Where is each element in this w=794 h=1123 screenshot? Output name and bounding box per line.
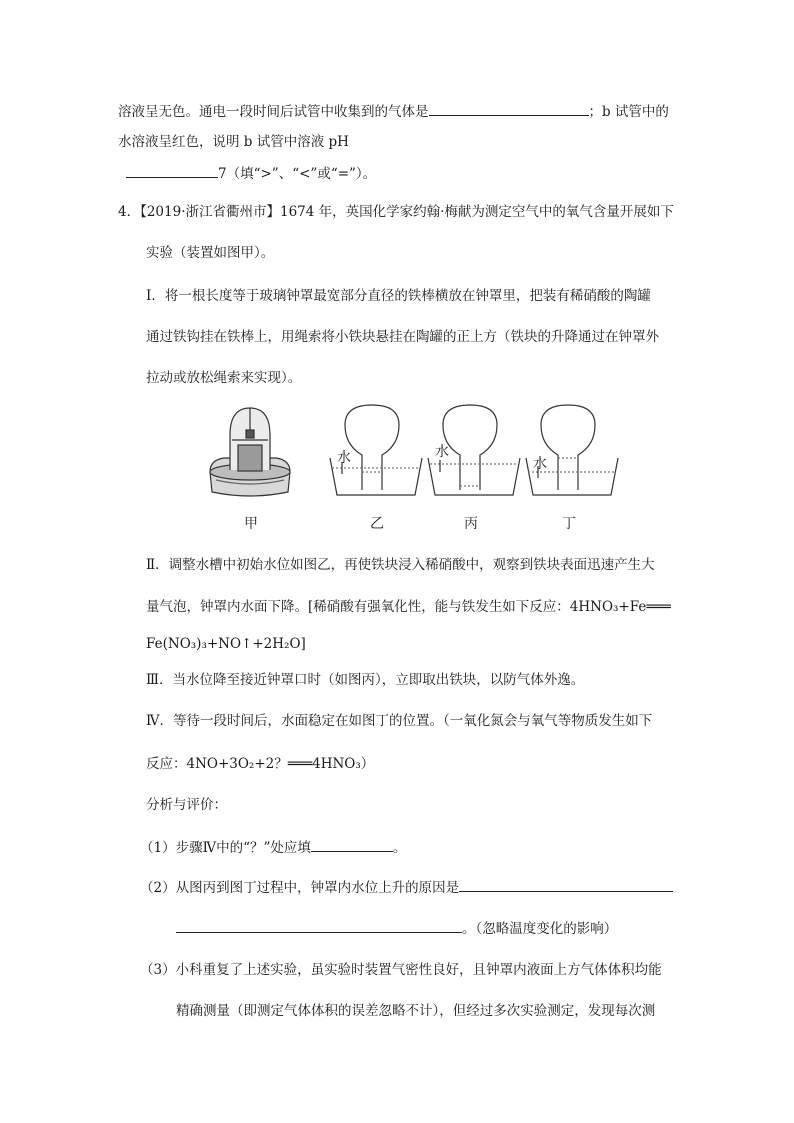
apparatus-figure	[200, 400, 620, 540]
q4-part2-answer-blank-1[interactable]	[459, 877, 673, 892]
q3-text-3b: 7（填“>”、“<”或“=”）。	[218, 166, 377, 182]
q4-step3: Ⅲ．当水位降至接近钟罩口时（如图丙），立即取出铁块，以防气体外逸。	[146, 672, 585, 688]
q4-part1-end: 。	[392, 840, 407, 856]
q3-answer-blank-2[interactable]	[126, 163, 218, 178]
apparatus-drawing	[200, 400, 620, 540]
q4-step2-line-2: 量气泡，钟罩内水面下降。[稀硝酸有强氧化性，能与铁发生如下反应：4HNO₃+Fe═══	[146, 599, 671, 615]
q4-part2-text: （2）从图丙到图丁过程中，钟罩内水位上升的原因是	[140, 880, 460, 896]
figure-jia	[210, 408, 290, 496]
water-label-yi: 水	[337, 450, 351, 466]
caption-jia: 甲	[244, 516, 258, 532]
q4-part2-line-1	[140, 877, 673, 898]
q4-part2-line-2	[176, 918, 617, 939]
q4-step2-line-3: Fe(NO₃)₃+NO↑+2H₂O]	[146, 636, 306, 652]
q4-part2-answer-blank-2[interactable]	[176, 918, 462, 933]
q4-part2-end: 。（忽略温度变化的影响）	[462, 921, 618, 937]
q4-step2-line-1: Ⅱ．调整水槽中初始水位如图乙，再使铁块浸入稀硝酸中，观察到铁块表面迅速产生大	[146, 557, 655, 573]
q3-answer-blank-1[interactable]	[429, 101, 589, 116]
q4-step1-line-3: 拉动或放松绳索来实现）。	[146, 370, 302, 386]
water-label-ding: 水	[533, 456, 547, 472]
q4-part3-line-2: 精确测量（即测定气体体积的误差忽略不计），但经过多次实验测定，发现每次测	[176, 1003, 656, 1019]
q3-line-1	[118, 101, 669, 122]
analysis-heading: 分析与评价：	[146, 797, 227, 813]
q4-step4-line-2: 反应：4NO+3O₂+2？═══4HNO₃）	[146, 756, 375, 772]
water-label-bing: 水	[435, 444, 449, 460]
q3-line-2: 水溶液呈红色，说明 b 试管中溶液 pH	[118, 134, 349, 150]
q4-part3-line-1: （3）小科重复了上述实验，虽实验时装置气密性良好，且钟罩内液面上方气体体积均能	[140, 962, 662, 978]
caption-bing: 丙	[464, 516, 478, 532]
q4-step4-line-1: Ⅳ．等待一段时间后，水面稳定在如图丁的位置。（一氧化氮会与氧气等物质发生如下	[146, 713, 653, 729]
q4-part1	[140, 837, 406, 858]
q4-step1-line-2: 通过铁钩挂在铁棒上，用绳索将小铁块悬挂在陶罐的正上方（铁块的升降通过在钟罩外	[146, 329, 659, 345]
caption-ding: 丁	[562, 516, 576, 532]
q4-part1-text: （1）步骤Ⅳ中的“？”处应填	[140, 840, 311, 856]
q4-step1-line-1: Ⅰ．将一根长度等于玻璃钟罩最宽部分直径的铁棒横放在钟罩里，把装有稀硝酸的陶罐	[146, 288, 651, 304]
q4-part1-answer-blank[interactable]	[311, 837, 393, 852]
q3-line-3	[126, 163, 376, 184]
q4-heading: 4．【2019·浙江省衢州市】1674 年，英国化学家约翰·梅献为测定空气中的氧气含量开展如下	[118, 204, 674, 220]
q4-heading-cont: 实验（装置如图甲）。	[146, 245, 275, 261]
q3-text-1b: ；b 试管中的	[588, 104, 669, 120]
caption-yi: 乙	[370, 516, 384, 532]
q3-text-1a: 溶液呈无色。通电一段时间后试管中收集到的气体是	[118, 104, 429, 120]
figure-ding	[526, 405, 618, 495]
